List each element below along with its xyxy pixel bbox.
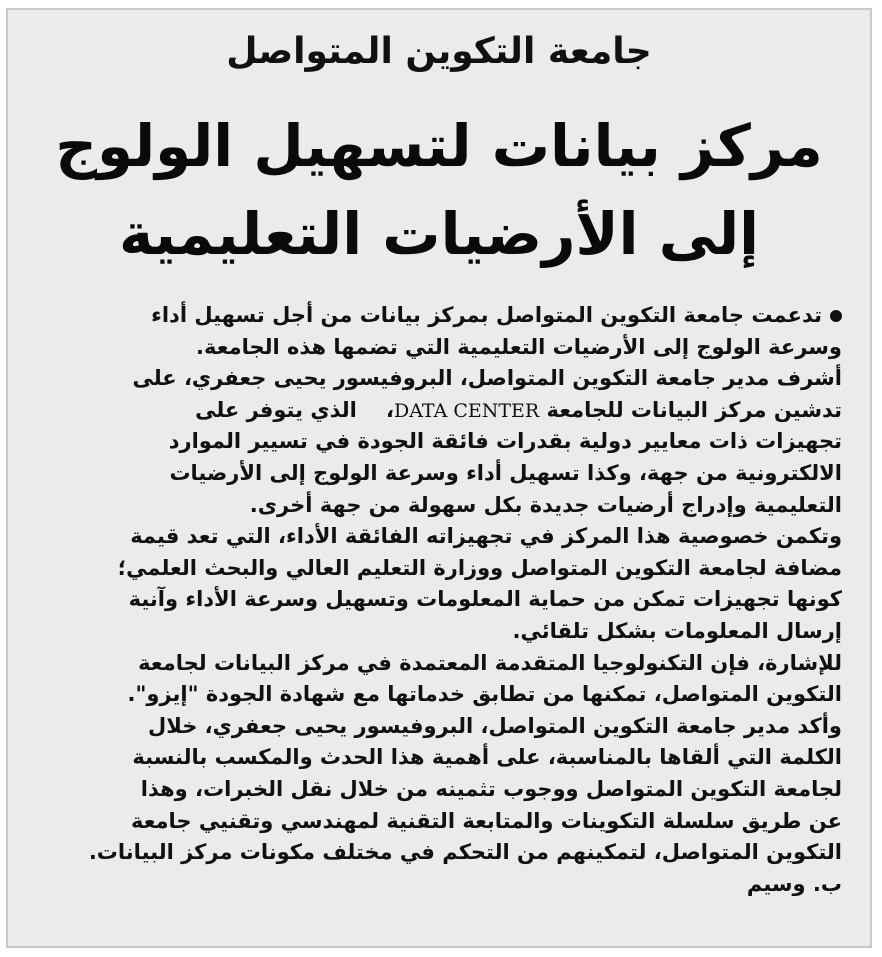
article-body [30,300,842,900]
article-headline [28,102,850,278]
article-line: التعليمية وإدراج أرضيات جديدة بكل سهولة من جهة أخرى. [249,492,842,517]
article-line: عن طريق سلسلة التكوينات والمتابعة التقنية لمهندسي وتقنيي جامعة [130,808,842,833]
article-line: لجامعة التكوين المتواصل ووجوب تثمينه من خلال نقل الخبرات، وهذا [140,776,842,801]
article-line-text: تدعمت جامعة التكوين المتواصل بمركز بيانات من أجل تسهيل أداء [151,303,822,327]
article-line: وتكمن خصوصية هذا المركز في تجهيزاته الفائقة الأداء، التي تعد قيمة [130,524,842,549]
article-line: وسرعة الولوج إلى الأرضيات التعليمية التي تضمها هذه الجامعة. [196,334,842,359]
article-line: الالكترونية من جهة، وكذا تسهيل أداء وسرعة الولوج إلى الأرضيات [169,460,842,485]
article-line: أشرف مدير جامعة التكوين المتواصل، البروفيسور يحيى جعفري، على [132,366,842,391]
data-center-label: DATA CENTER [394,399,540,422]
article-line: للإشارة، فإن التكنولوجيا المتقدمة المعتمدة في مركز البيانات لجامعة [138,650,842,675]
article-signature: ب. وسيم [746,871,842,896]
article-line: التكوين المتواصل، تمكنها من تطابق خدماتها مع شهادة الجودة "إيزو". [127,682,842,707]
article-line: مضافة لجامعة التكوين المتواصل ووزارة التعليم العالي والبحث العلمي؛ [117,555,842,580]
article-line: تجهيزات ذات معايير دولية بقدرات فائقة الجودة في تسيير الموارد [168,429,842,454]
article-line-text: الذي يتوفر على [195,397,357,422]
article-line: كونها تجهيزات تمكن من حماية المعلومات وتسهيل وسرعة الأداء وآنية [128,587,842,612]
article-line [30,300,842,332]
article-line: إرسال المعلومات بشكل تلقائي. [512,618,842,643]
article-line-text: تدشين مركز البيانات للجامعة [546,397,842,422]
article-line: تدشين مركز البيانات للجامعة DATA CENTER، الذي يتوفر على [195,397,842,422]
article-line: وأكد مدير جامعة التكوين المتواصل، البروفيسور يحيى جعفري، خلال [148,713,842,738]
headline-line-1: مركز بيانات لتسهيل الولوج [55,112,823,180]
newspaper-clipping [6,8,872,948]
article-line: الكلمة التي ألقاها بالمناسبة، على أهمية هذا الحدث والمكسب بالنسبة [132,745,842,770]
article-kicker: جامعة التكوين المتواصل [226,31,652,72]
article-line: التكوين المتواصل، لتمكينهم من التحكم في مختلف مكونات مركز البيانات. [88,840,842,865]
bullet-icon [830,310,842,322]
headline-line-2: إلى الأرضيات التعليمية [118,200,760,268]
